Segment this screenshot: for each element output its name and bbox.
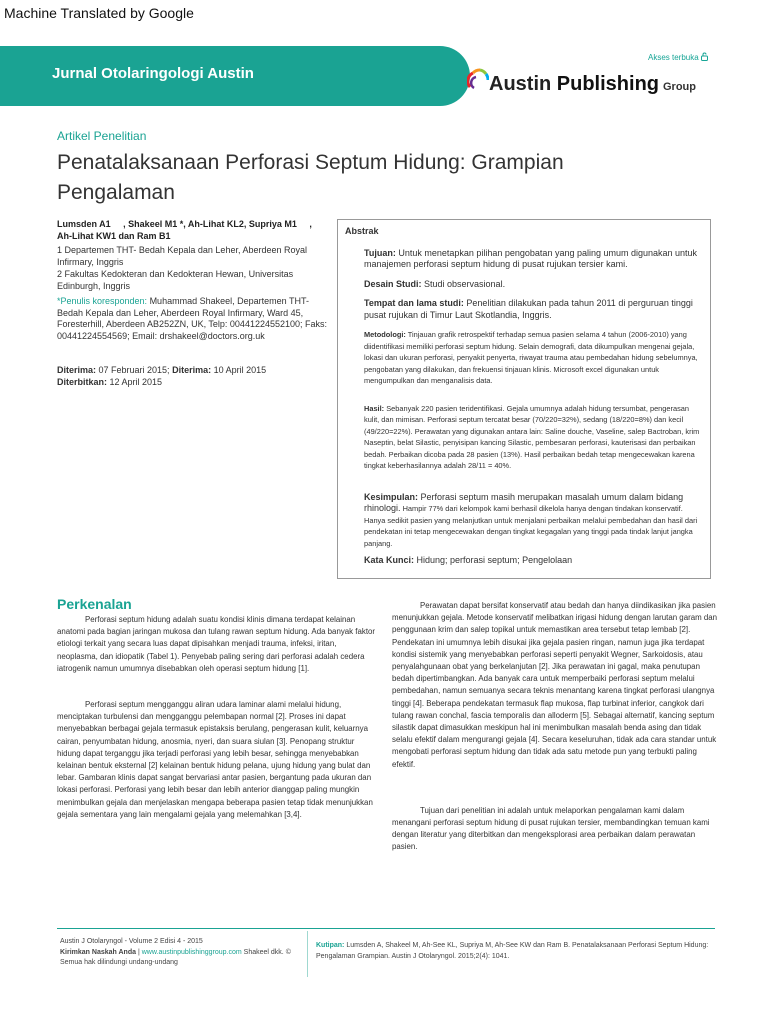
banner-bar [0,46,470,106]
abstract-place: Tempat dan lama studi: Penelitian dilakukan pada tahun 2011 di perguruan tinggi pusat rujukan di Timur Laut Skotlandia, Inggris. [364,298,693,320]
publisher-name-austin: Austin [489,73,552,95]
publisher-logo-icon [467,68,489,90]
abstract-conclusion: Kesimpulan: Perforasi septum masih merupakan masalah umum dalam bidang rhinologi. Hampir 77% dari kelompok kami berhasil dikelola hanya dengan tindakan konservatif. Hanya sedikit pasien yang melanjutkan untuk menjalani perbaikan melalui pembedahan dan hasil dari pendekatan ini tetap mengecewakan dengan tingkat kegagalan yang tinggi pada tindak lanjut jangka panjang. [364,491,698,548]
body-paragraph: Perforasi septum mengganggu aliran udara laminar alami melalui hidung, menciptakan turbulensi dan mengganggu pelembapan normal [2]. Proses ini dapat menyebabkan berbagai gejala termasuk epistaksis berulang, pengerasan kulit, keluarnya cairan, penyumbatan hidung, anosmia, nyeri, dan suara siulan [3]. Penopang struktur hidung dapat terganggu jika terjadi perforasi yang lebih besar, sehingga menyebabkan kelainan bentuk eksternal [2] kelainan bentuk hidung pelana, ujung hidung yang bulat dan lebar. Gambaran klinis dapat sangat bervariasi antar pasien, bergantung pada ukuran dan lokasi perforasi. Perforasi yang lebih besar dan lebih anterior dianggap paling mungkin menimbulkan gejala dan menjelaskan mengapa beberapa pasien tetap tidak menunjukkan gejala sementara yang lain mengalami gejala yang melemahkan [3,4]. [57,700,373,819]
open-access-lock-icon [701,52,708,61]
publisher-logo-text [489,73,696,96]
abstract-design: Desain Studi: Studi observasional. [364,278,506,289]
citation-text: Lumsden A, Shakeel M, Ah-See KL, Supriya M, Ah-See KW dan Ram B. Penatalaksanaan Perforasi Septum Hidung: Pengalaman Grampian. Austin J Otolaryngol. 2015;2(4): 1041. [316,942,709,960]
author-list-line-1: Lumsden A1 , Shakeel M1 *, Ah-Lihat KL2, Supriya M1 , [57,219,312,229]
open-access-link[interactable] [648,52,708,62]
article-title: Penatalaksanaan Perforasi Septum Hidung: Grampian Pengalaman [57,151,564,204]
section-title: Perkenalan [57,596,132,612]
footer-journal-ref: Austin J Otolaryngol - Volume 2 Edisi 4 - 2015 [60,938,203,945]
citation-label: Kutipan: [316,942,345,949]
abstract-content [345,226,700,575]
footer-submit-link[interactable]: www.austinpublishinggroup.com [141,948,242,956]
body-column-left [57,614,379,821]
abstract-results: Hasil: Sebanyak 220 pasien teridentifikasi. Gejala umumnya adalah hidung tersumbat, pengerasan kulit, dan mimisan. Perforasi septum tercatat besar (70/220=32%), sedang (18/220=8%) dan kecil (49/220=22%). Perawatan yang digunakan antara lain: Saline douche, Vaseline, salep Bactroban, krim Naseptin, belat Silastic, penyisipan kancing Silastic, pembesaran perforasi, kauterisasi dan perbaikan bedah. Perbaikan dicoba pada 28 pasien (13%). Hasil perbaikan bedah tetap mengecewakan karena tingkat keberhasilannya adalah 28/11 = 40%. [364,403,700,470]
publisher-name-group: Group [663,81,696,93]
abstract-box [337,219,711,579]
journal-title: Jurnal Otolaringologi Austin [52,65,254,82]
body-paragraph: Tujuan dari penelitian ini adalah untuk melaporkan pengalaman kami dalam menangani perforasi septum hidung di pusat rujukan tersier, membandingkan temuan kami dengan literatur yang diterbitkan dan mengeksplorasi area perbaikan dalam perawatan pasien. [392,805,710,852]
author-list [57,218,337,242]
article-type: Artikel Penelitian [57,129,147,143]
abstract-heading: Abstrak [345,226,379,236]
abstract-aim: Tujuan: Untuk menetapkan pilihan pengobatan yang paling umum digunakan untuk manajemen perforasi septum hidung di pusat rujukan tersier kami. [364,247,698,269]
footer-divider [307,931,308,977]
abstract-method: Metodologi: Tinjauan grafik retrospektif terhadap semua pasien selama 4 tahun (2006-2010) yang diidentifikasi memiliki perforasi septum hidung. Selain demografi, data dikumpulkan mengenai gejala, lokasi dan ukuran perforasi, penyakit penyerta, riwayat trauma atau pembedahan hidung sebelumnya, pengobatan yang dilakukan, dan frekuensi tinjauan klinis. Microsoft excel digunakan untuk mengumpulkan dan menganalisis data. [364,330,698,385]
publisher-name-publishing: Publishing [556,73,659,95]
abstract-keywords: Kata Kunci: Hidung; perforasi septum; Pengelolaan [364,555,573,565]
body-paragraph: Perawatan dapat bersifat konservatif atau bedah dan hanya diindikasikan jika pasien menunjukkan gejala. Metode konservatif melibatkan irigasi hidung dengan larutan garam dan penggunaan krim dan salep topikal untuk memastikan area tersebut tetap lembab [2]. Pendekatan ini umumnya lebih disukai jika gejala pasien ringan, namun juga jika terdapat kondisi sistemik yang menyebabkan perforasi seperti penyakit Wegner, Sarkoidosis, atau penyalahgunaan obat yang berkelanjutan [2]. Jika perawatan ini gagal, maka penutupan bedah dipertimbangkan. Ada banyak cara untuk memperbaiki perforasi septum melalui pembedahan, namun semuanya secara teknis menantang karena tingkat perforasi ulangnya tinggi [4]. Beberapa pendekatan termasuk flap mukosa, flap turbinat inferior, cangkok dari tulang rawan conchal, fascia temporalis dan alloderm [5]. Sebagai alternatif, kancing septum silastik dapat dimasukkan meskipun hal ini menimbulkan masalah benda asing dan tidak selalu efektif dalam mengurangi gejala [4]. Secara keseluruhan, tidak ada cara standar untuk mengobati perforasi septum hidung dan tidak ada satu metode pun yang terbukti paling efektif. [392,601,718,769]
published-date: Diterbitkan: 12 April 2015 [57,377,163,387]
footer-citation [316,940,712,962]
received-date: Diterima: 07 Februari 2015; Diterima: 10 April 2015 [57,365,267,375]
footer-submit: Kirimkan Naskah Anda | www.austinpublishinggroup.com Shakeel dkk. © Semua hak dilindungi undang-undang [60,948,291,966]
corresponding-author-details: Muhammad Shakeel, Departemen THT- Bedah Kepala dan Leher, Aberdeen Royal Infirmary, Ward 45, Foresterhill, Aberdeen AB252ZN, UK, Telp: 00441224552100; Faks: 00441224554569; Email: drshakeel@doctors.org.uk [57,296,328,341]
machine-translation-label: Machine Translated by Google [4,5,194,21]
footer-rule [57,928,715,929]
affiliation-1: 1 Departemen THT- Bedah Kepala dan Leher, Aberdeen Royal Infirmary, Inggris [57,245,308,267]
author-list-line-2: Ah-Lihat KW1 dan Ram B1 [57,231,171,241]
article-dates [57,364,337,388]
body-column-right [392,600,722,854]
journal-banner [0,46,768,106]
body-paragraph: Perforasi septum hidung adalah suatu kondisi klinis dimana terdapat kelainan anatomi pada bagian jaringan mukosa dan tulang rawan septum hidung. Ada banyak faktor etiologi terkait yang secara luas dapat dipisahkan menjadi trauma, infeksi, iritan, neoplasma, dan idiopatik (Tabel 1). Penyebab paling sering dari perforasi adalah cedera iatrogenik namun umumnya disebabkan oleh operasi septum hidung [1]. [57,615,376,673]
corresponding-author-label: *Penulis koresponden: [57,296,148,306]
corresponding-author [57,296,337,342]
open-access-label: Akses terbuka [648,53,699,62]
affiliation-2: 2 Fakultas Kedokteran dan Kedokteran Hewan, Universitas Edinburgh, Inggris [57,269,294,291]
affiliations [57,244,327,292]
footer-journal-info [60,937,302,969]
